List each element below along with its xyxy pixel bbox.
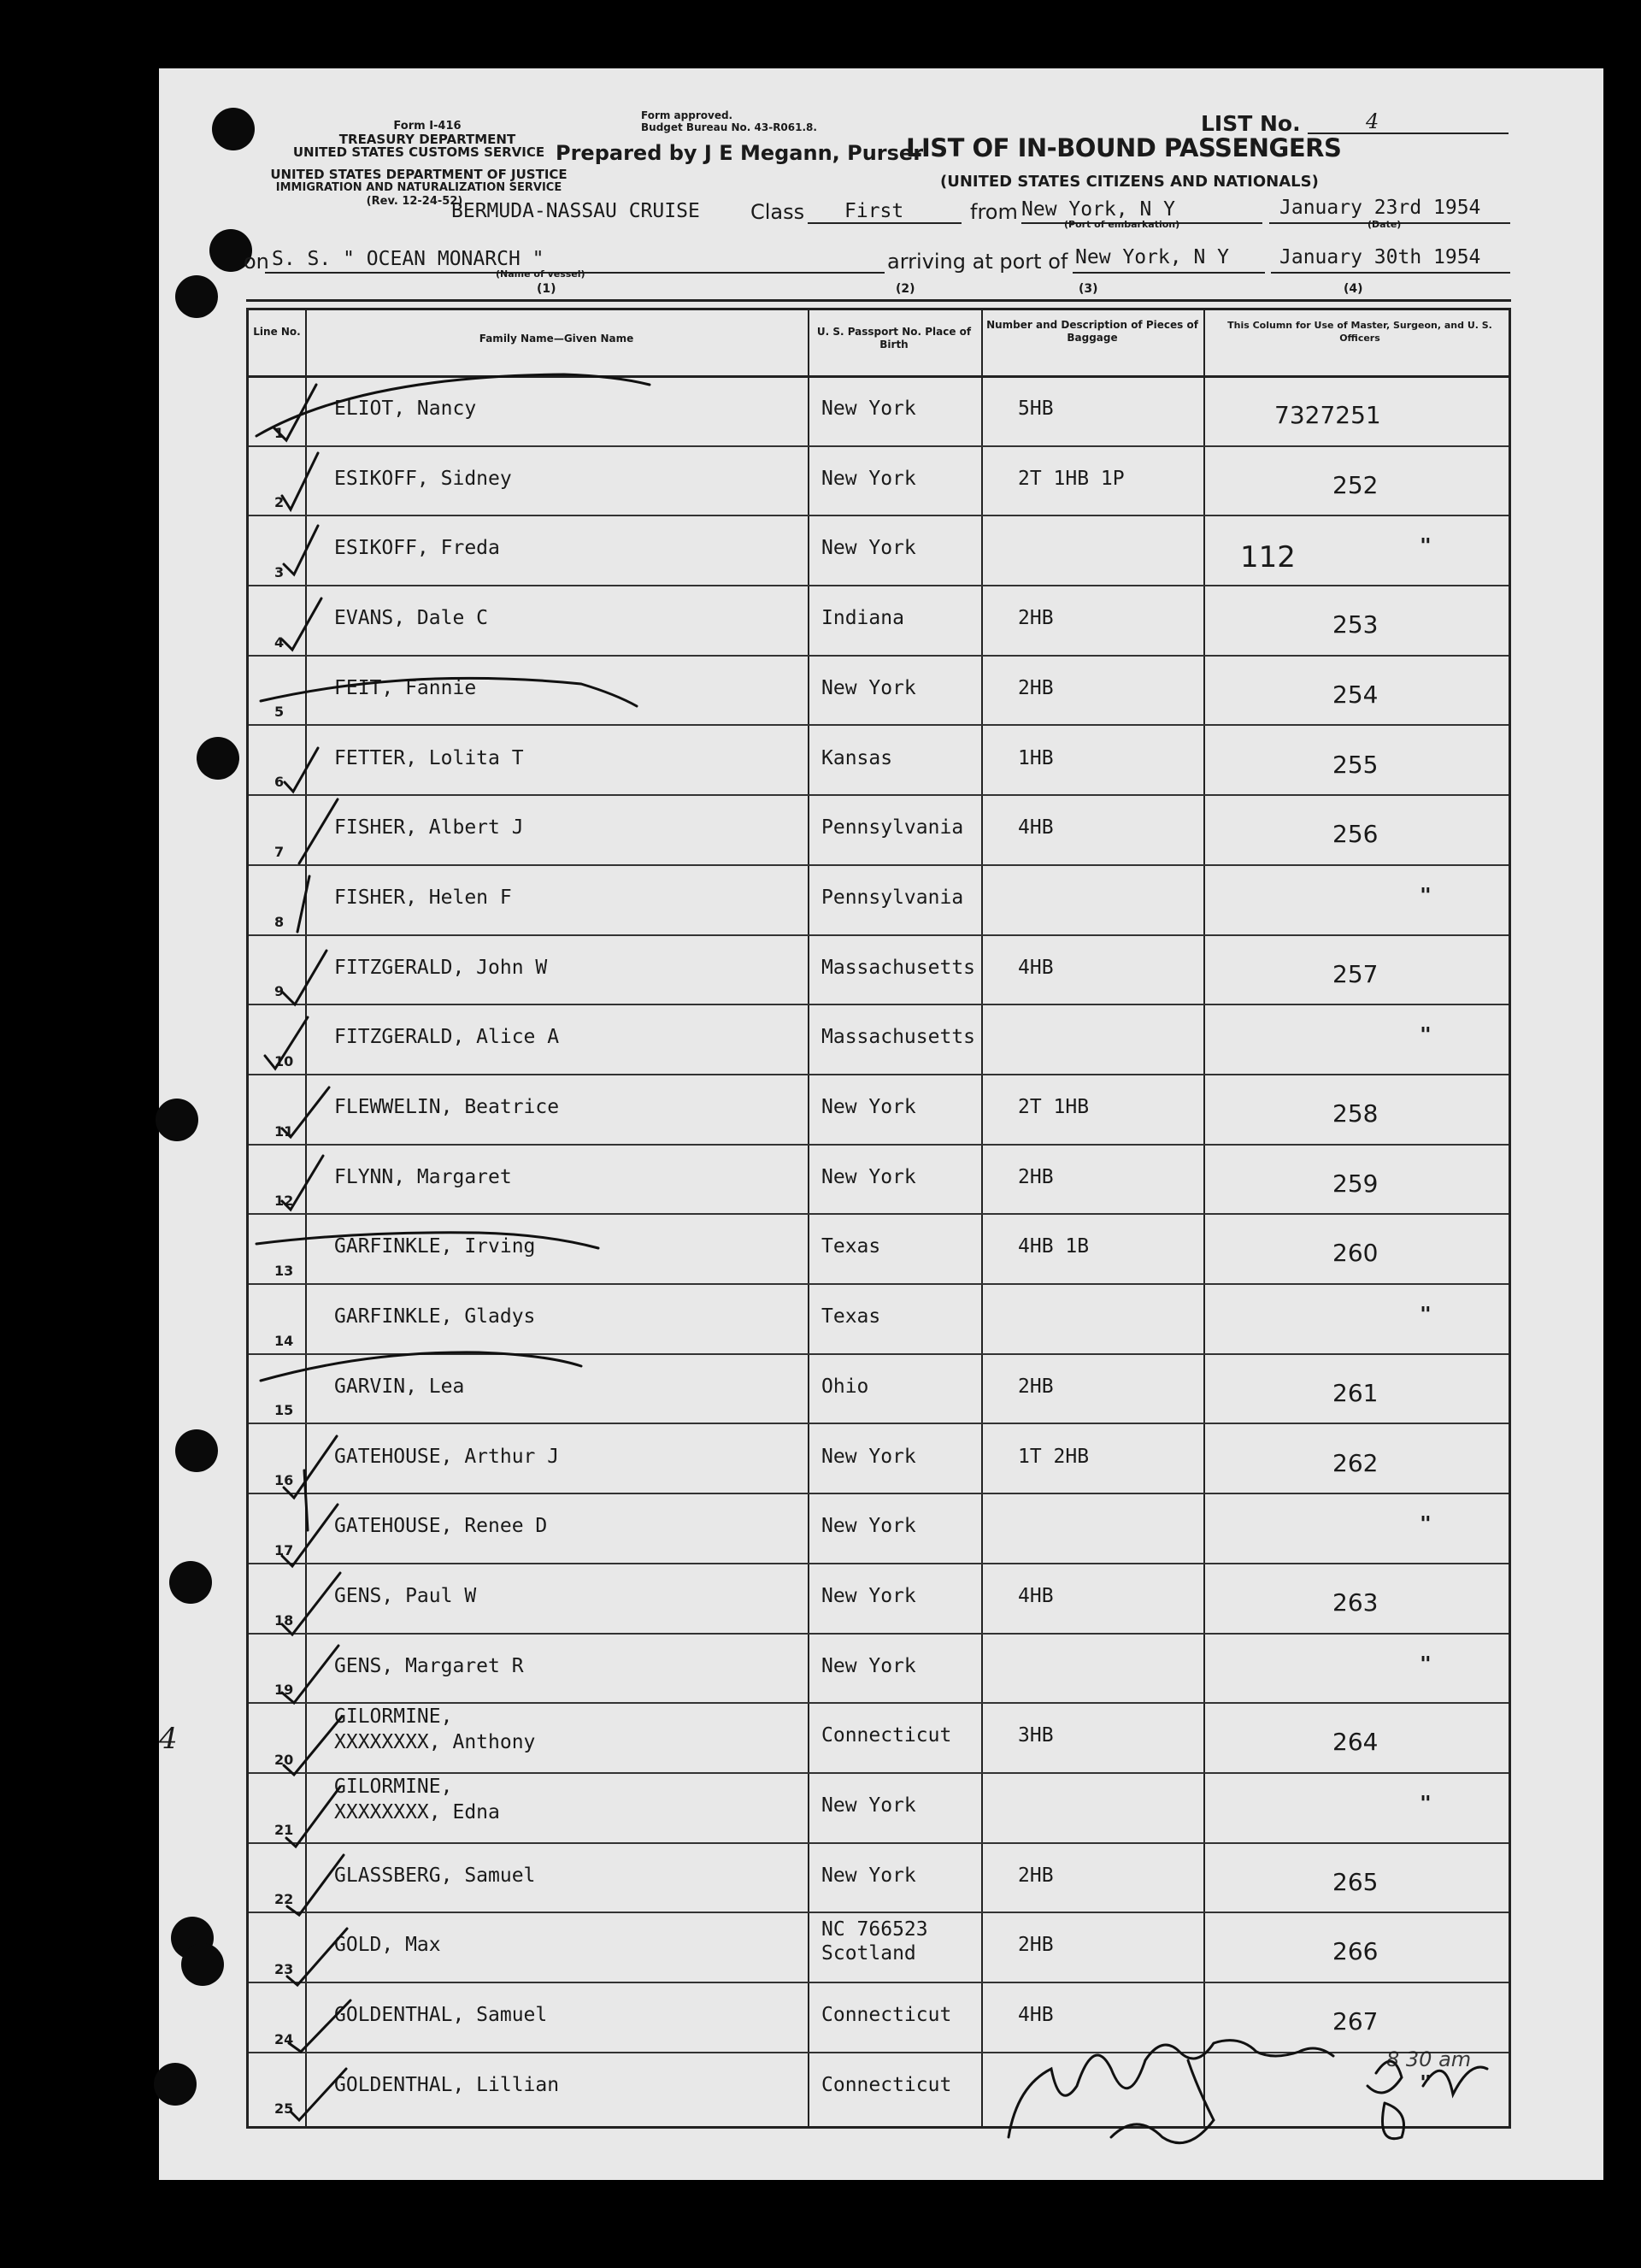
- officer-entry: 261: [1332, 1378, 1379, 1407]
- passenger-name: FLYNN, Margaret: [334, 1165, 512, 1188]
- passenger-name: GATEHOUSE, Arthur J: [334, 1445, 560, 1468]
- column-number-3: (3): [1079, 282, 1098, 296]
- passenger-name: GENS, Margaret R: [334, 1654, 524, 1677]
- passenger-name: GENS, Paul W: [334, 1584, 477, 1607]
- officer-entry: 262: [1332, 1448, 1379, 1477]
- place-of-birth: New York: [821, 1515, 916, 1538]
- ditto-mark: ": [1420, 535, 1432, 558]
- passenger-name: FLEWWELIN, Beatrice: [334, 1096, 560, 1118]
- officer-entry: 258: [1332, 1099, 1379, 1128]
- line-number: 21: [274, 1821, 294, 1838]
- vessel-name: S. S. " OCEAN MONARCH ": [272, 248, 544, 270]
- ditto-mark: ": [1420, 2071, 1432, 2094]
- place-of-birth: Indiana: [821, 607, 904, 630]
- line-number: 4: [274, 633, 285, 651]
- date-caption: (Date): [1368, 219, 1402, 230]
- baggage: 2HB: [1018, 676, 1054, 699]
- place-of-birth: Connecticut: [821, 2004, 952, 2027]
- form-approved: Form approved.: [641, 109, 733, 121]
- baggage: 4HB: [1018, 816, 1054, 839]
- line-number: 8: [274, 913, 285, 930]
- passenger-name: GOLDENTHAL, Samuel: [334, 2004, 548, 2027]
- place-of-birth: New York: [821, 676, 916, 699]
- passport-number: NC 766523: [821, 1918, 928, 1941]
- officer-entry: 264: [1332, 1728, 1379, 1757]
- place-of-birth: New York: [821, 1864, 916, 1887]
- baggage: 1HB: [1018, 746, 1054, 769]
- on-label: on: [244, 250, 269, 274]
- line-number: 25: [274, 2100, 294, 2118]
- line-number: 18: [274, 1611, 294, 1629]
- line-number: 16: [274, 1472, 294, 1489]
- ditto-mark: ": [1420, 1793, 1432, 1815]
- passenger-name: XXXXXXXX, Anthony: [334, 1731, 536, 1754]
- baggage: 2HB: [1018, 1165, 1054, 1188]
- passenger-name: FISHER, Albert J: [334, 816, 524, 839]
- place-of-birth: Texas: [821, 1235, 881, 1258]
- baggage: 1T 2HB: [1018, 1445, 1090, 1468]
- place-of-birth: Massachusetts: [821, 1026, 976, 1049]
- place-of-birth: Kansas: [821, 746, 893, 769]
- passenger-name-correction: GILORMINE,: [334, 1705, 453, 1729]
- officer-entry: 252: [1332, 470, 1379, 499]
- ditto-mark: ": [1420, 1513, 1432, 1536]
- place-of-birth: Texas: [821, 1305, 881, 1328]
- line-number: 19: [274, 1682, 294, 1699]
- from-port: New York, N Y: [1021, 198, 1176, 221]
- passenger-name: EVANS, Dale C: [334, 607, 489, 630]
- officer-entry: 260: [1332, 1239, 1379, 1268]
- baggage: 5HB: [1018, 398, 1054, 420]
- form-number: Form I-416: [393, 120, 462, 133]
- officer-entry: 112: [1240, 540, 1296, 575]
- place-of-birth: Connecticut: [821, 2073, 952, 2096]
- passenger-name: GATEHOUSE, Renee D: [334, 1515, 548, 1538]
- baggage: 4HB: [1018, 1584, 1054, 1607]
- line-number: 10: [274, 1052, 294, 1069]
- passenger-name: GLASSBERG, Samuel: [334, 1864, 536, 1887]
- baggage: 2T 1HB: [1018, 1096, 1090, 1118]
- passenger-name-correction: GILORMINE,: [334, 1776, 453, 1798]
- place-of-birth: Pennsylvania: [821, 816, 964, 839]
- place-of-birth: New York: [821, 1445, 916, 1468]
- form-revision: (Rev. 12-24-52): [366, 195, 463, 208]
- passenger-name: FITZGERALD, Alice A: [334, 1026, 560, 1049]
- cruise-name: BERMUDA-NASSAU CRUISE: [451, 200, 700, 222]
- line-number: 14: [274, 1332, 294, 1349]
- vessel-caption: (Name of vessel): [496, 268, 585, 280]
- line-number: 1: [274, 424, 285, 441]
- arriving-label: arriving at port of: [887, 250, 1068, 274]
- line-number: 3: [274, 564, 285, 581]
- passenger-name: ELIOT, Nancy: [334, 398, 477, 420]
- place-of-birth: Massachusetts: [821, 956, 976, 979]
- column-number-4: (4): [1344, 282, 1363, 296]
- officer-entry: 256: [1332, 820, 1379, 849]
- place-of-birth: Pennsylvania: [821, 886, 964, 909]
- place-of-birth: Scotland: [821, 1942, 916, 1965]
- class-value: First: [844, 200, 904, 222]
- column-number-2: (2): [896, 282, 915, 296]
- ditto-mark: ": [1420, 1304, 1432, 1327]
- line-number: 9: [274, 983, 285, 1000]
- list-no-label: LIST No.: [1201, 111, 1301, 136]
- place-of-birth: New York: [821, 537, 916, 560]
- passenger-name: GARVIN, Lea: [334, 1375, 465, 1398]
- place-of-birth: New York: [821, 1584, 916, 1607]
- line-number: 13: [274, 1263, 294, 1280]
- port-embark-caption: (Port of embarkation): [1064, 219, 1180, 230]
- line-number: 22: [274, 1891, 294, 1908]
- arriving-date: January 30th 1954: [1279, 246, 1481, 268]
- line-number: 7: [274, 843, 285, 860]
- place-of-birth: Ohio: [821, 1375, 869, 1398]
- place-of-birth: New York: [821, 1654, 916, 1677]
- passenger-name: GOLDENTHAL, Lillian: [334, 2073, 560, 2096]
- passenger-name: ESIKOFF, Freda: [334, 537, 500, 560]
- officer-entry: 254: [1332, 680, 1379, 709]
- column-number-1: (1): [537, 282, 556, 296]
- officer-entry: 253: [1332, 610, 1379, 639]
- baggage: 2HB: [1018, 1864, 1054, 1887]
- header-officers: This Column for Use of Master, Surgeon, and U. S. Officers: [1227, 320, 1492, 344]
- passenger-name: GARFINKLE, Irving: [334, 1235, 536, 1258]
- baggage: 2HB: [1018, 1934, 1054, 1957]
- officer-entry: 7327251: [1274, 401, 1381, 429]
- line-number: 11: [274, 1122, 294, 1140]
- officer-entry: 265: [1332, 1867, 1379, 1896]
- from-label: from: [970, 200, 1018, 224]
- list-subtitle: (UNITED STATES CITIZENS AND NATIONALS): [940, 173, 1319, 191]
- list-no-value: 4: [1366, 109, 1379, 133]
- line-number: 2: [274, 494, 285, 511]
- place-of-birth: Connecticut: [821, 1724, 952, 1747]
- baggage: 4HB: [1018, 956, 1054, 979]
- officer-entry: 257: [1332, 959, 1379, 988]
- line-number: 15: [274, 1402, 294, 1419]
- list-title: LIST OF IN-BOUND PASSENGERS: [906, 133, 1342, 162]
- arriving-port: New York, N Y: [1075, 246, 1230, 268]
- baggage: 4HB 1B: [1018, 1235, 1090, 1258]
- baggage: 2T 1HB 1P: [1018, 467, 1125, 490]
- header-name: Family Name—Given Name: [479, 333, 634, 345]
- line-number: 23: [274, 1961, 294, 1978]
- department-justice: UNITED STATES DEPARTMENT OF JUSTICE: [270, 167, 568, 182]
- line-number: 5: [274, 704, 285, 721]
- baggage: 2HB: [1018, 1375, 1054, 1398]
- place-of-birth: New York: [821, 398, 916, 420]
- budget-bureau: Budget Bureau No. 43-R061.8.: [641, 121, 817, 133]
- ditto-mark: ": [1420, 884, 1432, 907]
- line-number: 17: [274, 1541, 294, 1558]
- passenger-name: FITZGERALD, John W: [334, 956, 548, 979]
- officer-entry: 255: [1332, 750, 1379, 779]
- officer-entry: 259: [1332, 1169, 1379, 1198]
- passenger-name: FEIT, Fannie: [334, 676, 477, 699]
- department-treasury: TREASURY DEPARTMENT: [338, 132, 516, 147]
- passenger-name: FISHER, Helen F: [334, 886, 512, 909]
- officer-entry: 267: [1332, 2007, 1379, 2036]
- line-number: 6: [274, 774, 285, 791]
- department-customs: UNITED STATES CUSTOMS SERVICE: [292, 144, 545, 160]
- officer-entry: 263: [1332, 1588, 1379, 1617]
- passenger-name: XXXXXXXX, Edna: [334, 1801, 500, 1823]
- header-passport: U. S. Passport No. Place of Birth: [816, 326, 972, 351]
- place-of-birth: New York: [821, 1165, 916, 1188]
- passenger-name: FETTER, Lolita T: [334, 746, 524, 769]
- line-number: 20: [274, 1751, 294, 1768]
- line-number: 24: [274, 2030, 294, 2047]
- passenger-name: ESIKOFF, Sidney: [334, 467, 512, 490]
- baggage: 3HB: [1018, 1724, 1054, 1747]
- passenger-name: GOLD, Max: [334, 1934, 441, 1957]
- ditto-mark: ": [1420, 1024, 1432, 1047]
- line-number: 12: [274, 1193, 294, 1210]
- departure-date: January 23rd 1954: [1279, 197, 1481, 219]
- passenger-name: GARFINKLE, Gladys: [334, 1305, 536, 1328]
- prepared-by: Prepared by J E Megann, Purser: [556, 141, 924, 165]
- place-of-birth: New York: [821, 467, 916, 490]
- place-of-birth: New York: [821, 1096, 916, 1118]
- signature-time: 8 30 am: [1386, 2047, 1472, 2071]
- margin-mark: 4: [159, 1722, 178, 1756]
- department-immigration: IMMIGRATION AND NATURALIZATION SERVICE: [275, 181, 562, 194]
- baggage: 2HB: [1018, 607, 1054, 630]
- header-baggage: Number and Description of Pieces of Baggage: [986, 319, 1198, 344]
- officer-entry: 266: [1332, 1937, 1379, 1966]
- baggage: 4HB: [1018, 2004, 1054, 2027]
- ditto-mark: ": [1420, 1652, 1432, 1676]
- class-label: Class: [750, 200, 805, 224]
- header-line-no: Line No.: [253, 326, 301, 338]
- place-of-birth: New York: [821, 1794, 916, 1817]
